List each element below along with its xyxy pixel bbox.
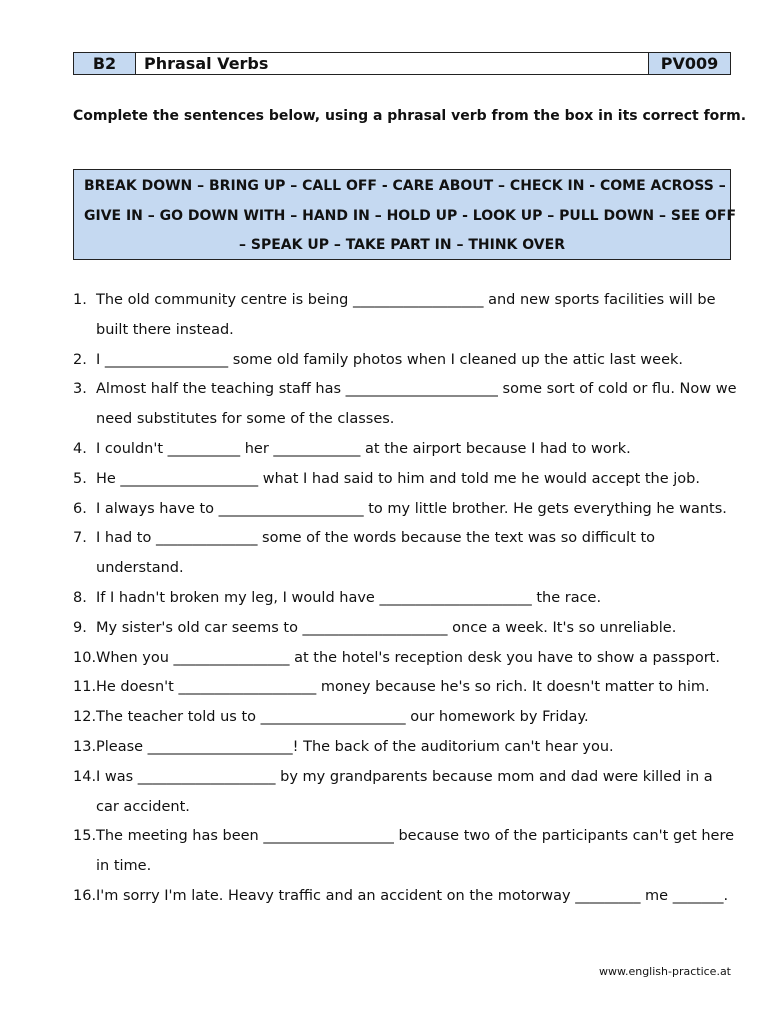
exercise-sentence: My sister's old car seems to ____________________ once a week. It's so unreliable.: [96, 619, 677, 636]
exercise-sentence: I had to ______________ some of the words because the text was so difficult to understand.: [96, 530, 656, 577]
exercise-number: 12.: [73, 709, 97, 726]
exercise-sentence: I'm sorry I'm late. Heavy traffic and an accident on the motorway _________ me _______.: [96, 887, 729, 904]
exercise-sentence: I was ___________________ by my grandparents because mom and dad were killed in a car accident.: [96, 768, 713, 815]
exercise-number: 15.: [73, 828, 97, 845]
exercise-item: [73, 524, 738, 584]
exercise-number: 14.: [73, 768, 97, 785]
exercise-item: [73, 346, 738, 376]
instruction-text: Complete the sentences below, using a phrasal verb from the box in its correct form.: [73, 108, 747, 124]
exercise-sentence: I always have to ____________________ to my little brother. He gets everything he wants.: [96, 500, 727, 517]
exercise-sentence: He ___________________ what I had said to him and told me he would accept the job.: [96, 470, 700, 487]
exercise-sentence: The old community centre is being __________________ and new sports facilities will be built there instead.: [96, 292, 716, 338]
exercise-number: 16.: [73, 887, 97, 904]
exercise-item: [73, 703, 738, 733]
worksheet-code: PV009: [648, 53, 730, 74]
exercise-item: [73, 822, 738, 882]
exercise-number: 5.: [73, 470, 87, 487]
exercise-number: 9.: [73, 619, 87, 636]
phrasal-verb-box: [73, 169, 737, 260]
footer-website: www.english-practice.at: [598, 965, 731, 978]
exercise-item: [73, 763, 738, 823]
exercise-number: 4.: [73, 440, 87, 457]
exercise-item: [73, 614, 738, 644]
exercise-item: [73, 882, 738, 912]
exercise-item: [73, 435, 738, 465]
exercise-item: [73, 465, 738, 495]
exercise-number: 11.: [73, 679, 97, 696]
exercise-number: 1.: [73, 292, 87, 308]
exercise-number: 7.: [73, 530, 87, 547]
exercise-list: [73, 286, 738, 912]
verb-box-line: GIVE IN – GO DOWN WITH – HAND IN – HOLD UP - LOOK UP – PULL DOWN – SEE OFF: [84, 207, 737, 224]
exercise-sentence: He doesn't ___________________ money because he's so rich. It doesn't matter to him.: [96, 679, 710, 696]
exercise-item: [73, 584, 738, 614]
exercise-number: 8.: [73, 589, 87, 606]
level-badge: B2: [74, 53, 136, 74]
exercise-item: [73, 375, 738, 435]
exercise-item: [73, 733, 738, 763]
exercise-sentence: Almost half the teaching staff has _____________________ some sort of cold or flu. Now we need substitutes for some of the classes.: [96, 381, 737, 428]
verb-box-line: – SPEAK UP – TAKE PART IN – THINK OVER: [239, 237, 565, 253]
exercise-number: 13.: [73, 738, 97, 755]
exercise-item: [73, 644, 738, 674]
exercise-sentence: The meeting has been __________________ because two of the participants can't get here in time.: [96, 828, 735, 875]
exercise-item: [73, 495, 738, 525]
exercise-sentence: When you ________________ at the hotel's reception desk you have to show a passport.: [96, 649, 720, 666]
exercise-sentence: I couldn't __________ her ____________ at the airport because I had to work.: [96, 440, 631, 457]
exercise-sentence: If I hadn't broken my leg, I would have _____________________ the race.: [96, 589, 602, 606]
worksheet-header: [73, 52, 731, 75]
exercise-sentence: I _________________ some old family photos when I cleaned up the attic last week.: [96, 351, 684, 368]
exercise-item: [73, 673, 738, 703]
exercise-number: 6.: [73, 500, 87, 517]
exercise-sentence: Please ____________________! The back of the auditorium can't hear you.: [96, 738, 614, 755]
exercise-item: [73, 286, 738, 346]
exercise-number: 3.: [73, 381, 87, 398]
worksheet-title: Phrasal Verbs: [144, 54, 269, 73]
exercise-number: 2.: [73, 351, 87, 368]
exercise-number: 10.: [73, 649, 97, 666]
exercise-sentence: The teacher told us to ____________________ our homework by Friday.: [96, 709, 589, 726]
verb-box-line: BREAK DOWN – BRING UP – CALL OFF - CARE ABOUT – CHECK IN - COME ACROSS –: [84, 178, 726, 194]
